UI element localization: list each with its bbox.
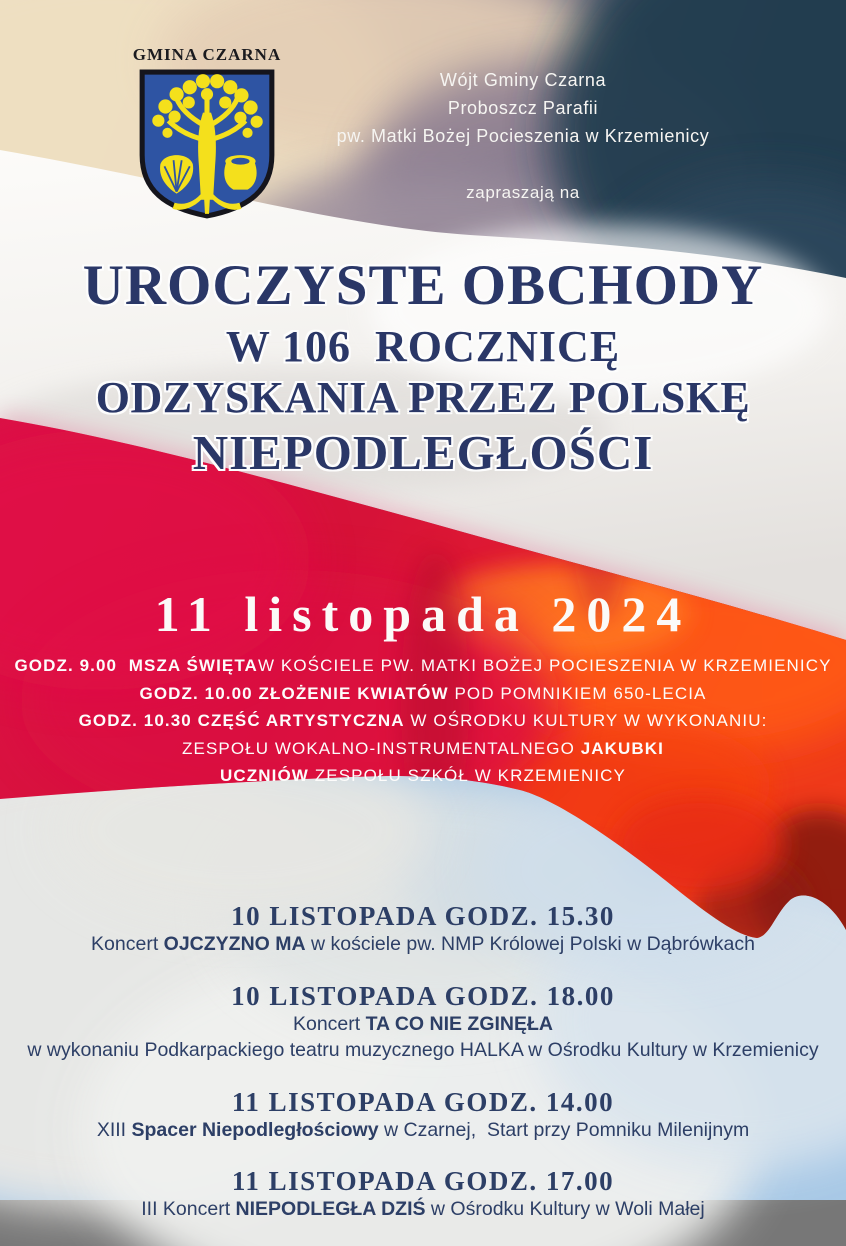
event-item	[0, 1087, 846, 1144]
invitation-header	[200, 66, 846, 207]
event-detail: III Koncert NIEPODLEGŁA DZIŚ w Ośrodku Kultury w Woli Małej	[141, 1198, 705, 1220]
schedule-line: GODZ. 10.30 CZĘŚĆ ARTYSTYCZNA W OŚRODKU KULTURY W WYKONANIU:	[78, 711, 768, 730]
event-detail: Koncert OJCZYZNO MA w kościele pw. NMP Królowej Polski w Dąbrówkach	[91, 933, 755, 955]
title-line-2: W 106 ROCZNICĘ	[225, 322, 621, 371]
inviter-line-2: Proboszcz Parafii	[447, 98, 599, 118]
event-item	[0, 901, 846, 958]
event-item	[0, 981, 846, 1064]
title-line-1: UROCZYSTE OBCHODY	[82, 254, 764, 317]
event-heading: 11 LISTOPADA GODZ. 14.00	[231, 1086, 615, 1117]
inviter-line-1: Wójt Gminy Czarna	[439, 70, 607, 90]
event-detail: Koncert TA CO NIE ZGINĘŁA	[292, 1012, 554, 1035]
day-schedule	[0, 652, 846, 790]
event-detail: XIII Spacer Niepodległościowy w Czarnej, Start przy Pomniku Milenijnym	[96, 1118, 750, 1141]
schedule-line: ZESPOŁU WOKALNO-INSTRUMENTALNEGO JAKUBKI	[182, 738, 664, 758]
event-heading: 10 LISTOPADA GODZ. 18.00	[231, 980, 615, 1011]
event-heading: 10 LISTOPADA GODZ. 15.30	[231, 901, 615, 931]
title-line-3: ODZYSKANIA PRZEZ POLSKĘ	[95, 373, 751, 422]
poster-title	[0, 250, 846, 482]
related-events-list	[0, 901, 846, 1246]
schedule-line: GODZ. 10.00 ZŁOŻENIE KWIATÓW POD POMNIKIEM 650-LECIA	[139, 683, 707, 703]
title-line-4: NIEPODLEGŁOŚCI	[192, 425, 654, 480]
schedule-line: GODZ. 9.00 MSZA ŚWIĘTAW KOŚCIELE PW. MATKI BOŻEJ POCIESZENIA W KRZEMIENICY	[14, 656, 832, 675]
event-detail: w wykonaniu Podkarpackiego teatru muzycznego HALKA w Ośrodku Kultury w Krzemienicy	[27, 1039, 819, 1061]
event-heading: 11 LISTOPADA GODZ. 17.00	[231, 1166, 615, 1196]
event-date: 11 listopada 2024	[154, 586, 692, 642]
invite-tagline: zapraszają na	[466, 183, 580, 202]
inviter-line-3: pw. Matki Bożej Pocieszenia w Krzemienicy	[336, 126, 710, 146]
schedule-line: UCZNIÓW ZESPOŁU SZKÓŁ W KRZEMIENICY	[220, 766, 626, 785]
event-item	[0, 1166, 846, 1223]
crest-title: GMINA CZARNA	[132, 45, 282, 64]
